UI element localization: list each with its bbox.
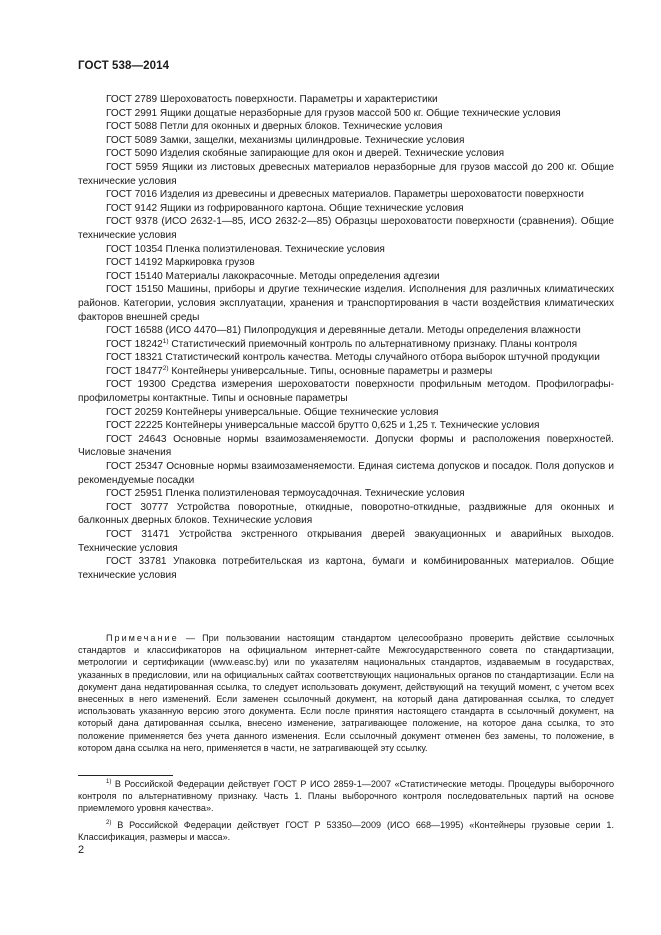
reference-item: ГОСТ 5959 Ящики из листовых древесных материалов неразборные для грузов массой до 200 кг. Общие технические условия xyxy=(78,161,614,187)
footnote-ref: 2) xyxy=(162,364,169,372)
note-paragraph xyxy=(78,632,614,754)
reference-item: ГОСТ 33781 Упаковка потребительская из картона, бумаги и комбинированных материалов. Общие технические условия xyxy=(78,556,614,581)
reference-item: ГОСТ 9378 (ИСО 2632-1—85, ИСО 2632-2—85) Образцы шероховатости поверхности (сравнения). Общие технические условия xyxy=(78,216,614,241)
note-text: При пользовании настоящим стандартом целесообразно проверить действие ссылочных стандартов и классификаторов на официальном интернет-сайте Межгосударственного совета по стандартизации, метрологии и сертификации (www.easc.by) или по указателям национальных стандартов, издаваемым в государствах, указанных в предисловии, или на официальных сайтах соответствующих национальных органов по стандартизации. Если на документ дана недатированная ссылка, то следует использовать документ, действующий на текущий момент, с учетом всех внесенных в него изменений. Если заменен ссылочный документ, на который дана датированная ссылка, то следует использовать указанную версию этого документа. Если после принятия настоящего стандарта в ссылочный документ, на который дана датированная ссылка, внесено изменение, затрагивающее положение, на которое дана ссылка, то это положение применяется без учета данного изменения. Если ссылочный документ отменен без замены, то положение, в котором дана ссылка на него, применяется в части, не затрагивающей эту ссылку. xyxy=(78,633,614,753)
footnote-text: В Российской Федерации действует ГОСТ Р 53350—2009 (ИСО 668—1995) «Контейнеры грузовые серии 1. Классификация, размеры и масса». xyxy=(78,819,614,842)
reference-title: Контейнеры универсальные. Типы, основные параметры и размеры xyxy=(168,365,493,377)
reference-item: ГОСТ 5090 Изделия скобяные запирающие для окон и дверей. Технические условия xyxy=(106,148,505,160)
reference-item: ГОСТ 20259 Контейнеры универсальные. Общие технические условия xyxy=(106,406,439,418)
reference-item: ГОСТ 15150 Машины, приборы и другие технические изделия. Исполнения для различных климатических районов. Категории, условия эксплуатации, хранения и транспортирования в части воздействия климатических факторов внешней среды xyxy=(78,284,614,323)
reference-item xyxy=(78,365,614,379)
reference-item: ГОСТ 5088 Петли для оконных и дверных блоков. Технические условия xyxy=(106,121,443,133)
reference-item: ГОСТ 10354 Пленка полиэтиленовая. Технические условия xyxy=(106,243,385,255)
reference-item: ГОСТ 16588 (ИСО 4470—81) Пилопродукция и деревянные детали. Методы определения влажности xyxy=(106,325,581,337)
reference-item: ГОСТ 9142 Ящики из гофрированного картона. Общие технические условия xyxy=(106,202,464,214)
page-header: ГОСТ 538—2014 xyxy=(78,60,170,72)
footnote-item xyxy=(78,778,614,815)
reference-item: ГОСТ 25347 Основные нормы взаимозаменяемости. Единая система допусков и посадок. Поля допусков и рекомендуемые посадки xyxy=(78,461,614,486)
reference-item: ГОСТ 2789 Шероховатость поверхности. Параметры и характеристики xyxy=(106,94,438,105)
reference-item: ГОСТ 19300 Средства измерения шероховатости поверхности профильным методом. Профилографы-профилометры контактные. Типы и основные параметры xyxy=(78,379,614,405)
reference-item: ГОСТ 22225 Контейнеры универсальные массой брутто 0,625 и 1,25 т. Технические условия xyxy=(106,420,540,432)
note-dash: — xyxy=(178,633,203,643)
reference-item xyxy=(78,338,614,352)
footnote-divider xyxy=(78,775,173,776)
reference-code: ГОСТ 18242 xyxy=(106,338,163,350)
note-label: Примечание xyxy=(106,633,179,643)
reference-item: ГОСТ 5089 Замки, защелки, механизмы цилиндровые. Технические условия xyxy=(106,134,465,146)
footnote-mark: 2) xyxy=(106,819,112,826)
page-number: 2 xyxy=(78,844,85,856)
reference-item: ГОСТ 25951 Пленка полиэтиленовая термоусадочная. Технические условия xyxy=(106,488,465,500)
reference-item: ГОСТ 2991 Ящики дощатые неразборные для грузов массой 500 кг. Общие технические условия xyxy=(106,107,561,119)
reference-item: ГОСТ 14192 Маркировка грузов xyxy=(106,257,255,269)
normative-references-list xyxy=(78,93,614,582)
reference-item: ГОСТ 7016 Изделия из древесины и древесных материалов. Параметры шероховатости поверхности xyxy=(106,189,584,201)
footnote-item xyxy=(78,819,614,843)
reference-title: Статистический приемочный контроль по альтернативному признаку. Планы контроля xyxy=(168,338,578,350)
reference-item: ГОСТ 31471 Устройства экстренного открывания дверей эвакуационных и аварийных выходов. Технические условия xyxy=(78,529,614,554)
footnote-ref: 1) xyxy=(162,337,169,345)
reference-code: ГОСТ 18477 xyxy=(106,365,163,377)
reference-item: ГОСТ 18321 Статистический контроль качества. Методы случайного отбора выборок штучной продукции xyxy=(106,352,600,364)
footnotes xyxy=(78,778,614,847)
footnote-text: В Российской Федерации действует ГОСТ Р ИСО 2859-1—2007 «Статистические методы. Процедуры выборочного контроля по альтернативному признаку. Часть 1. Планы выборочного контроля последовательных партий на основе приемлемого уровня качества». xyxy=(78,779,614,814)
reference-item: ГОСТ 24643 Основные нормы взаимозаменяемости. Допуски формы и расположения поверхностей. Числовые значения xyxy=(78,433,614,459)
reference-item: ГОСТ 15140 Материалы лакокрасочные. Методы определения адгезии xyxy=(106,270,440,282)
reference-item: ГОСТ 30777 Устройства поворотные, откидные, поворотно-откидные, раздвижные для оконных и балконных дверных блоков. Технические условия xyxy=(78,501,614,527)
footnote-mark: 1) xyxy=(106,779,112,785)
